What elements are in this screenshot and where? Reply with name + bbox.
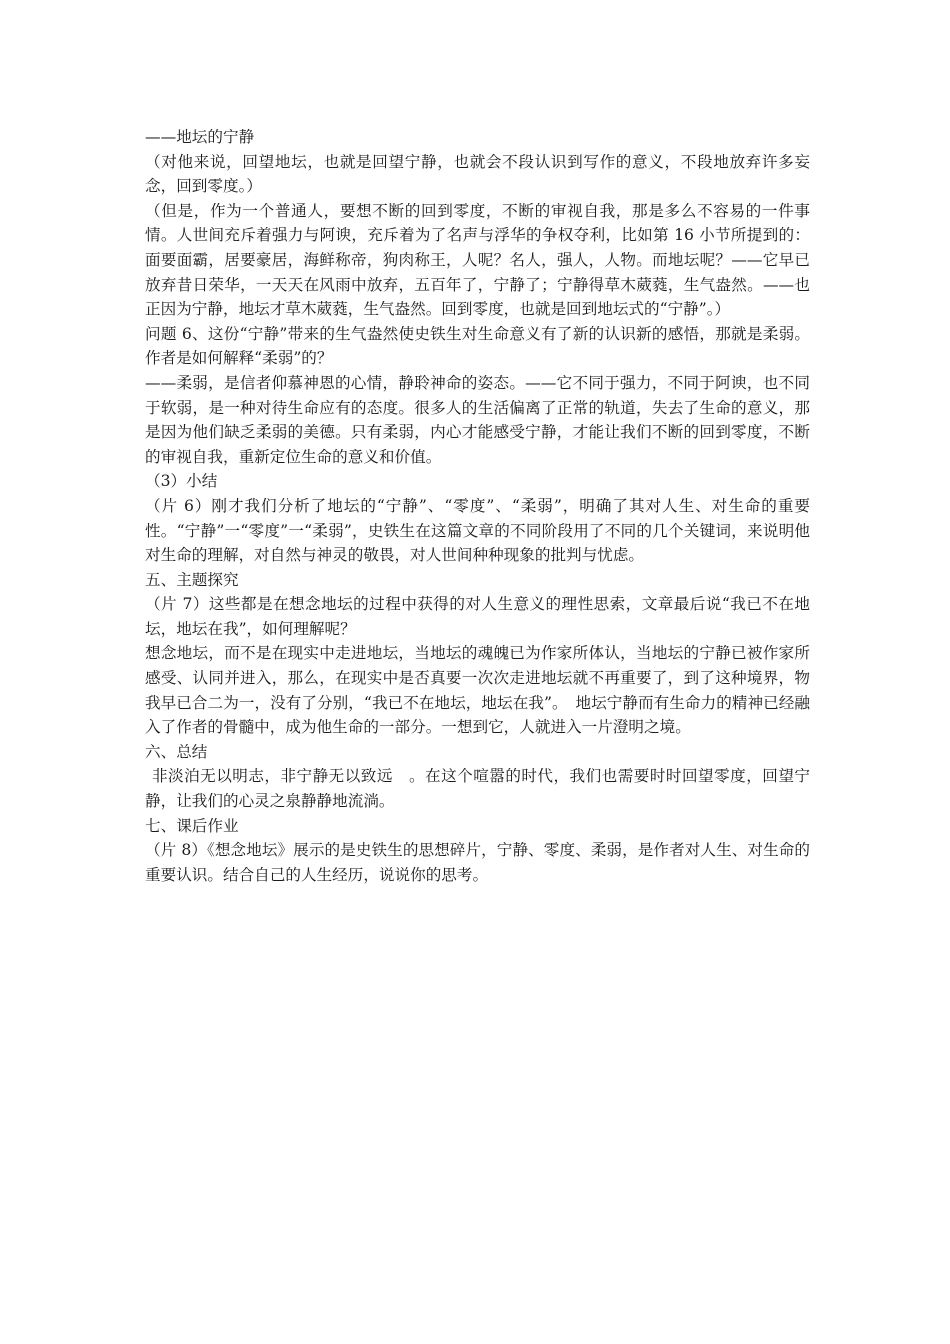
paragraph-conclusion: 非淡泊无以明志，非宁静无以致远 。在这个喧嚣的时代，我们也需要时时回望零度，回望宁静，让我们的心灵之泉静静地流淌。 — [145, 767, 810, 811]
paragraph-slide-7: （片 7）这些都是在想念地坛的过程中获得的对人生意义的理性思索，文章最后说“我已不在地坛，地坛在我”，如何理解呢？ — [145, 595, 810, 638]
heading-theme-inquiry: 五、主题探究 — [145, 570, 239, 589]
answer-weakness: ——柔弱，是信者仰慕神恩的心情，静聆神命的姿态。——它不同于强力，不同于阿谀，也不同于软弱，是一种对待生命应有的态度。很多人的生活偏离了正常的轨道，失去了生命的意义，那是因为他们缺乏柔弱的美德。只有柔弱，内心才能感受宁静，才能让我们不断的回到零度，不断的审视自我，重新定位生命的意义和价值。 — [145, 373, 810, 466]
paragraph-note-zero-degree: （对他来说，回望地坛，也就是回望宁静，也就会不段认识到写作的意义，不段地放弃许多妄念，回到零度。） — [145, 152, 810, 196]
paragraph-slide-6: （片 6）刚才我们分析了地坛的“宁静”、“零度”、“柔弱”，明确了其对人生、对生命的重要性。“宁静”一“零度”一“柔弱”，史铁生在这篇文章的不同阶段用了不同的几个关键词，来说明他对生命的理解，对自然与神灵的敬畏，对人世间种种现象的批判与忧虑。 — [145, 496, 810, 565]
section-subtitle: ——地坛的宁静 — [145, 128, 255, 146]
heading-conclusion: 六、总结 — [145, 742, 208, 761]
heading-homework: 七、课后作业 — [145, 816, 239, 835]
document-page — [145, 125, 810, 887]
paragraph-note-ordinary-person: （但是，作为一个普通人，要想不断的回到零度，不断的审视自我，那是多么不容易的一件事情。人世间充斥着强力与阿谀，充斥着为了名声与浮华的争权夺利，比如第 16 小节所提到的：面要面霸，居要豪居，海鲜称帝，狗肉称王，人呢？名人，强人，人物。而地坛呢？——它早已放弃昔日荣华，一天天在风雨中放弃，五百年了，宁静了；宁静得草木葳蕤，生气盎然。——也正因为宁静，地坛才草木葳蕤，生气盎然。回到零度，也就是回到地坛式的“宁静”。） — [145, 201, 810, 319]
paragraph-homework: （片 8）《想念地坛》展示的是史铁生的思想碎片，宁静、零度、柔弱，是作者对人生、对生命的重要认识。结合自己的人生经历，说说你的思考。 — [145, 841, 810, 884]
paragraph-theme-answer: 想念地坛，而不是在现实中走进地坛，当地坛的魂魄已为作家所体认，当地坛的宁静已被作家所感受、认同并进入，那么，在现实中是否真要一次次走进地坛就不再重要了，到了这种境界，物我早已合二为一，没有了分别，“我已不在地坛，地坛在我”。 地坛宁静而有生命力的精神已经融入了作者的骨髓中，成为他生命的一部分。一想到它，人就进入一片澄明之境。 — [145, 644, 810, 737]
heading-summary-3: （3）小结 — [145, 472, 218, 491]
question-6: 问题 6、这份“宁静”带来的生气盎然使史铁生对生命意义有了新的认识新的感悟，那就是柔弱。作者是如何解释“柔弱”的？ — [145, 324, 810, 368]
